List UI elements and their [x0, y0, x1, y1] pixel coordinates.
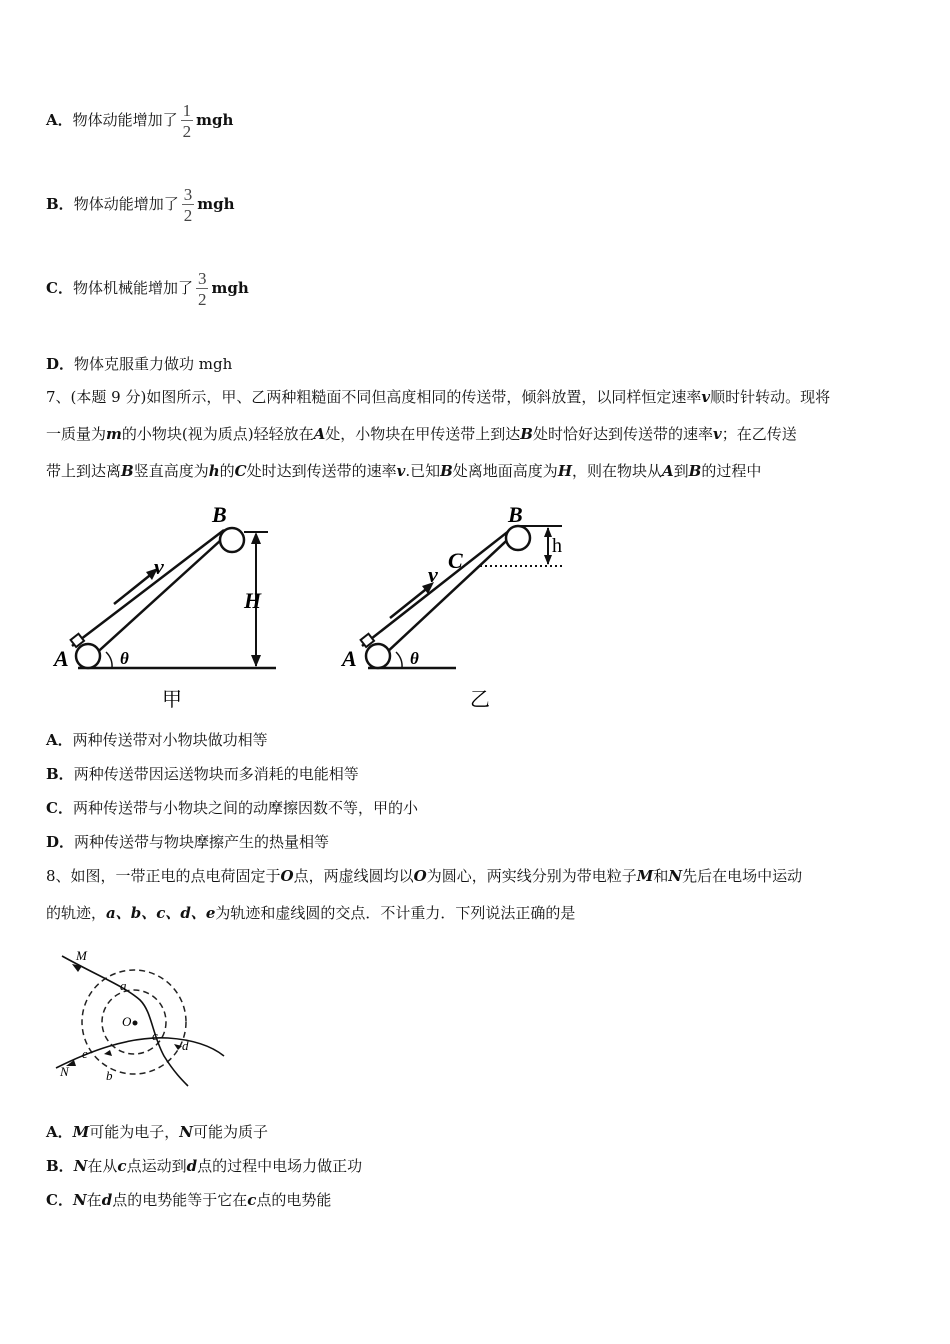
option-label: A．	[46, 111, 73, 129]
text: 先后在电场中运动	[682, 867, 803, 885]
text: ；在乙传送	[721, 425, 797, 443]
belt-edge-lower	[370, 530, 518, 668]
text: 点的电势能等于它在	[112, 1191, 248, 1209]
q6-option-a	[46, 102, 233, 140]
option-text: 两种传送带与物块摩擦产生的热量相等	[74, 833, 330, 851]
text: 到	[673, 462, 689, 480]
var-A: A	[313, 425, 326, 443]
option-label: A．	[46, 1123, 73, 1141]
text: 点运动到	[126, 1157, 187, 1175]
option-label: A．	[46, 731, 73, 749]
q7-stem	[46, 379, 908, 490]
text: 可能为电子，	[89, 1123, 180, 1141]
var: N	[179, 1123, 193, 1141]
var: N	[73, 1157, 88, 1175]
label-B: B	[508, 502, 523, 527]
var: d	[186, 1157, 198, 1175]
caption-jia: 甲	[162, 689, 182, 711]
belt-edge-upper	[362, 530, 510, 646]
arrow-b	[104, 1050, 112, 1056]
q8-option-a	[46, 1122, 268, 1142]
q8-option-b	[46, 1156, 362, 1176]
fraction	[181, 102, 194, 140]
fraction-denominator: 2	[182, 122, 192, 141]
q7-stem-line-3	[46, 453, 908, 490]
var: M	[72, 1123, 90, 1141]
q7-option-d	[46, 832, 329, 852]
h-arrow-up	[544, 527, 552, 537]
text: 一质量为	[46, 425, 107, 443]
angle-arc	[106, 652, 112, 668]
figure-conveyor-yi	[340, 500, 580, 715]
text: 为轨迹和虚线圆的交点．不计重力．下列说法正确的是	[215, 904, 576, 922]
q8-stem-line-1	[46, 858, 908, 895]
option-text: 物体克服重力做功 mgh	[74, 355, 233, 373]
var: N	[72, 1191, 87, 1209]
text: 处时恰好达到传送带的速率	[532, 425, 713, 443]
var-v: v	[701, 388, 711, 406]
var-v: v	[712, 425, 722, 443]
text: 可能为质子	[192, 1123, 268, 1141]
option-label: B．	[46, 1157, 74, 1175]
text: 在从	[87, 1157, 118, 1175]
text: 处离地面高度为	[452, 462, 558, 480]
label-e: e	[82, 1046, 88, 1061]
caption-yi: 乙	[470, 689, 490, 711]
figure-conveyor-jia	[50, 500, 290, 715]
text: 点的过程中电场力做正功	[197, 1157, 363, 1175]
option-label: D．	[46, 833, 75, 851]
option-label: C．	[46, 799, 73, 817]
text: 顺时针转动。现将	[710, 388, 831, 406]
text: 竖直高度为	[133, 462, 209, 480]
figure-field-trajectories	[48, 940, 228, 1090]
fraction-numerator: 1	[182, 101, 192, 120]
text: 和	[653, 867, 669, 885]
text: 8、如图，一带正电的点电荷固定于	[46, 867, 281, 885]
label-N: N	[60, 1064, 69, 1079]
text: 7、(本题 9 分)如图所示，甲、乙两种粗糙面不同但高度相同的传送带，倾斜放置，以同样恒定速率	[46, 388, 702, 406]
q7-option-a	[46, 730, 268, 750]
option-label: B．	[46, 195, 74, 213]
var-h: h	[208, 462, 220, 480]
label-v: v	[428, 562, 438, 587]
text: 为圆心，两实线分别为带电粒子	[426, 867, 637, 885]
var-O: O	[280, 867, 294, 885]
fraction-numerator: 3	[183, 185, 193, 204]
q6-option-c	[46, 270, 249, 308]
pulley-top	[506, 526, 530, 550]
option-suffix: mgh	[197, 195, 235, 213]
text: 点，两虚线圆均以	[293, 867, 414, 885]
q7-option-c	[46, 798, 418, 818]
var-B: B	[688, 462, 702, 480]
var-points: a、b、c、d、e	[106, 904, 216, 922]
q6-option-d	[46, 354, 232, 374]
text: .已知	[405, 462, 441, 480]
text: 的轨迹，	[46, 904, 107, 922]
option-label: D．	[46, 355, 75, 373]
text: ，则在物块从	[572, 462, 663, 480]
text: 的	[219, 462, 235, 480]
var-N: N	[668, 867, 683, 885]
label-theta: θ	[410, 649, 419, 668]
text: 点的电势能	[256, 1191, 332, 1209]
label-theta: θ	[120, 649, 129, 668]
option-text: 两种传送带与小物块之间的动摩擦因数不等，甲的小	[72, 799, 418, 817]
option-suffix: mgh	[211, 279, 249, 297]
var-B: B	[440, 462, 453, 480]
label-d: d	[182, 1038, 189, 1053]
q8-stem-line-2	[46, 895, 908, 932]
option-text: 物体动能增加了	[72, 111, 178, 129]
var-v: v	[396, 462, 406, 480]
option-text: 两种传送带因运送物块而多消耗的电能相等	[73, 765, 359, 783]
fraction-denominator: 2	[183, 206, 193, 225]
q8-option-c	[46, 1190, 331, 1210]
label-v: v	[154, 554, 164, 579]
option-label: C．	[46, 279, 73, 297]
var-A: A	[662, 462, 674, 480]
q7-stem-line-1	[46, 379, 908, 416]
text: 带上到达离	[46, 462, 122, 480]
text: 的过程中	[701, 462, 762, 480]
var-M: M	[636, 867, 654, 885]
fraction-numerator: 3	[197, 269, 207, 288]
text: 在	[86, 1191, 102, 1209]
option-text: 物体动能增加了	[73, 195, 179, 213]
label-c: c	[152, 1028, 158, 1043]
pulley-bottom	[366, 644, 390, 668]
angle-arc	[396, 652, 402, 668]
height-arrow-up	[251, 532, 261, 544]
q7-stem-line-2	[46, 416, 908, 453]
pulley-top	[220, 528, 244, 552]
charge-O	[133, 1021, 138, 1026]
pulley-bottom	[76, 644, 100, 668]
text: 的小物块(视为质点)轻轻放在	[121, 425, 314, 443]
label-A: A	[54, 646, 69, 671]
var-B: B	[520, 425, 533, 443]
option-suffix: mgh	[196, 111, 234, 129]
label-A: A	[342, 646, 357, 671]
q7-option-b	[46, 764, 359, 784]
option-label: C．	[46, 1191, 73, 1209]
var: d	[101, 1191, 113, 1209]
label-O: O	[122, 1014, 132, 1029]
belt-edge-lower	[80, 530, 232, 668]
fraction	[196, 270, 209, 308]
text: 处时达到传送带的速率	[246, 462, 397, 480]
var-C: C	[234, 462, 247, 480]
q8-stem	[46, 858, 908, 932]
label-H: H	[244, 588, 262, 613]
height-arrow-down	[251, 655, 261, 667]
text: 处，小物块在甲传送带上到达	[325, 425, 521, 443]
h-arrow-down	[544, 555, 552, 565]
q6-option-b	[46, 186, 234, 224]
label-M: M	[76, 948, 87, 963]
label-B: B	[212, 502, 227, 527]
var-m: m	[106, 425, 122, 443]
var-O: O	[413, 867, 427, 885]
belt-edge-upper	[72, 530, 224, 646]
fraction	[182, 186, 195, 224]
var: c	[117, 1157, 127, 1175]
option-label: B．	[46, 765, 74, 783]
var: c	[247, 1191, 257, 1209]
option-text: 两种传送带对小物块做功相等	[72, 731, 268, 749]
label-C: C	[448, 548, 463, 573]
var-B: B	[121, 462, 134, 480]
label-h: h	[552, 535, 562, 557]
label-b: b	[106, 1068, 113, 1083]
option-text: 物体机械能增加了	[72, 279, 193, 297]
fraction-denominator: 2	[197, 290, 207, 309]
label-a: a	[120, 978, 127, 993]
var-H: H	[557, 462, 572, 480]
velocity-arrow	[390, 586, 430, 618]
